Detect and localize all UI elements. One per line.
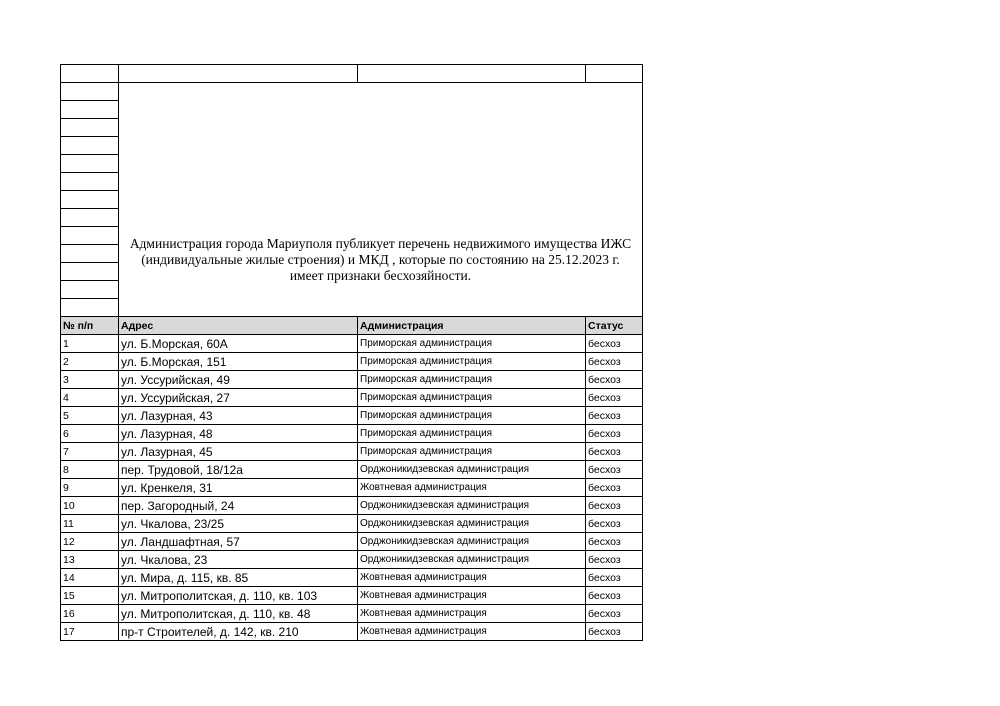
row-address: пр-т Строителей, д. 142, кв. 210 — [119, 623, 358, 641]
row-administration: Приморская администрация — [358, 335, 586, 353]
row-number: 13 — [61, 551, 119, 569]
empty-cell — [61, 101, 119, 119]
table-row — [61, 353, 643, 371]
row-status: бесхоз — [586, 587, 643, 605]
table-row — [61, 569, 643, 587]
empty-cell — [61, 263, 119, 281]
empty-cell — [119, 65, 358, 83]
table-row — [61, 533, 643, 551]
empty-cell — [61, 155, 119, 173]
table-row — [61, 461, 643, 479]
header-num: № п/п — [61, 317, 119, 335]
row-address: пер. Загородный, 24 — [119, 497, 358, 515]
row-number: 15 — [61, 587, 119, 605]
row-administration: Жовтневая администрация — [358, 587, 586, 605]
empty-cell — [358, 65, 586, 83]
row-address: ул. Лазурная, 43 — [119, 407, 358, 425]
empty-row — [61, 65, 643, 83]
row-address: ул. Кренкеля, 31 — [119, 479, 358, 497]
empty-cell — [61, 137, 119, 155]
empty-cell — [586, 65, 643, 83]
table-row — [61, 623, 643, 641]
row-status: бесхоз — [586, 551, 643, 569]
row-administration: Орджоникидзевская администрация — [358, 551, 586, 569]
row-address: ул. Мира, д. 115, кв. 85 — [119, 569, 358, 587]
row-address: ул. Уссурийская, 27 — [119, 389, 358, 407]
empty-cell — [61, 299, 119, 317]
row-number: 9 — [61, 479, 119, 497]
row-number: 10 — [61, 497, 119, 515]
empty-cell — [61, 83, 119, 101]
table-row — [61, 605, 643, 623]
table-row — [61, 587, 643, 605]
row-administration: Приморская администрация — [358, 443, 586, 461]
row-status: бесхоз — [586, 605, 643, 623]
row-administration: Жовтневая администрация — [358, 605, 586, 623]
row-address: ул. Чкалова, 23 — [119, 551, 358, 569]
row-number: 17 — [61, 623, 119, 641]
table-row — [61, 551, 643, 569]
row-number: 16 — [61, 605, 119, 623]
empty-cell — [61, 245, 119, 263]
row-administration: Жовтневая администрация — [358, 623, 586, 641]
empty-cell — [61, 65, 119, 83]
table-row — [61, 443, 643, 461]
table-row — [61, 479, 643, 497]
row-number: 3 — [61, 371, 119, 389]
row-status: бесхоз — [586, 407, 643, 425]
table-header-row — [61, 317, 643, 335]
row-administration: Орджоникидзевская администрация — [358, 461, 586, 479]
row-administration: Орджоникидзевская администрация — [358, 533, 586, 551]
header-status: Статус — [586, 317, 643, 335]
row-address: ул. Митрополитская, д. 110, кв. 48 — [119, 605, 358, 623]
table-row — [61, 335, 643, 353]
row-address: ул. Лазурная, 48 — [119, 425, 358, 443]
row-administration: Приморская администрация — [358, 353, 586, 371]
table-row — [61, 425, 643, 443]
row-administration: Приморская администрация — [358, 425, 586, 443]
document-title: Администрация города Мариуполя публикует перечень недвижимого имущества ИЖС (индивидуальные жилые строения) и МКД , которые по состоянию на 25.12.2023 г. имеет признаки бесхозяйности. — [119, 83, 643, 317]
row-address: пер. Трудовой, 18/12а — [119, 461, 358, 479]
empty-cell — [61, 227, 119, 245]
empty-cell — [61, 191, 119, 209]
row-administration: Приморская администрация — [358, 371, 586, 389]
row-number: 6 — [61, 425, 119, 443]
title-row — [61, 83, 643, 101]
row-number: 8 — [61, 461, 119, 479]
row-status: бесхоз — [586, 335, 643, 353]
row-status: бесхоз — [586, 371, 643, 389]
table-row — [61, 389, 643, 407]
row-number: 14 — [61, 569, 119, 587]
row-status: бесхоз — [586, 623, 643, 641]
row-administration: Приморская администрация — [358, 389, 586, 407]
row-number: 2 — [61, 353, 119, 371]
row-status: бесхоз — [586, 497, 643, 515]
header-address: Адрес — [119, 317, 358, 335]
row-administration: Жовтневая администрация — [358, 479, 586, 497]
row-administration: Приморская администрация — [358, 407, 586, 425]
row-number: 11 — [61, 515, 119, 533]
empty-cell — [61, 209, 119, 227]
row-address: ул. Б.Морская, 60А — [119, 335, 358, 353]
table-row — [61, 407, 643, 425]
row-address: ул. Лазурная, 45 — [119, 443, 358, 461]
table-row — [61, 497, 643, 515]
row-address: ул. Чкалова, 23/25 — [119, 515, 358, 533]
row-administration: Жовтневая администрация — [358, 569, 586, 587]
table-row — [61, 515, 643, 533]
row-address: ул. Ландшафтная, 57 — [119, 533, 358, 551]
row-number: 4 — [61, 389, 119, 407]
row-address: ул. Б.Морская, 151 — [119, 353, 358, 371]
table-row — [61, 371, 643, 389]
row-number: 1 — [61, 335, 119, 353]
header-administration: Администрация — [358, 317, 586, 335]
row-number: 12 — [61, 533, 119, 551]
row-administration: Орджоникидзевская администрация — [358, 515, 586, 533]
empty-cell — [61, 119, 119, 137]
row-status: бесхоз — [586, 515, 643, 533]
row-address: ул. Уссурийская, 49 — [119, 371, 358, 389]
row-status: бесхоз — [586, 461, 643, 479]
empty-cell — [61, 281, 119, 299]
row-address: ул. Митрополитская, д. 110, кв. 103 — [119, 587, 358, 605]
row-number: 7 — [61, 443, 119, 461]
row-number: 5 — [61, 407, 119, 425]
spreadsheet — [60, 64, 642, 641]
row-status: бесхоз — [586, 569, 643, 587]
property-table — [60, 64, 643, 641]
row-status: бесхоз — [586, 479, 643, 497]
row-status: бесхоз — [586, 443, 643, 461]
empty-cell — [61, 173, 119, 191]
row-status: бесхоз — [586, 533, 643, 551]
row-status: бесхоз — [586, 353, 643, 371]
row-status: бесхоз — [586, 425, 643, 443]
row-administration: Орджоникидзевская администрация — [358, 497, 586, 515]
row-status: бесхоз — [586, 389, 643, 407]
